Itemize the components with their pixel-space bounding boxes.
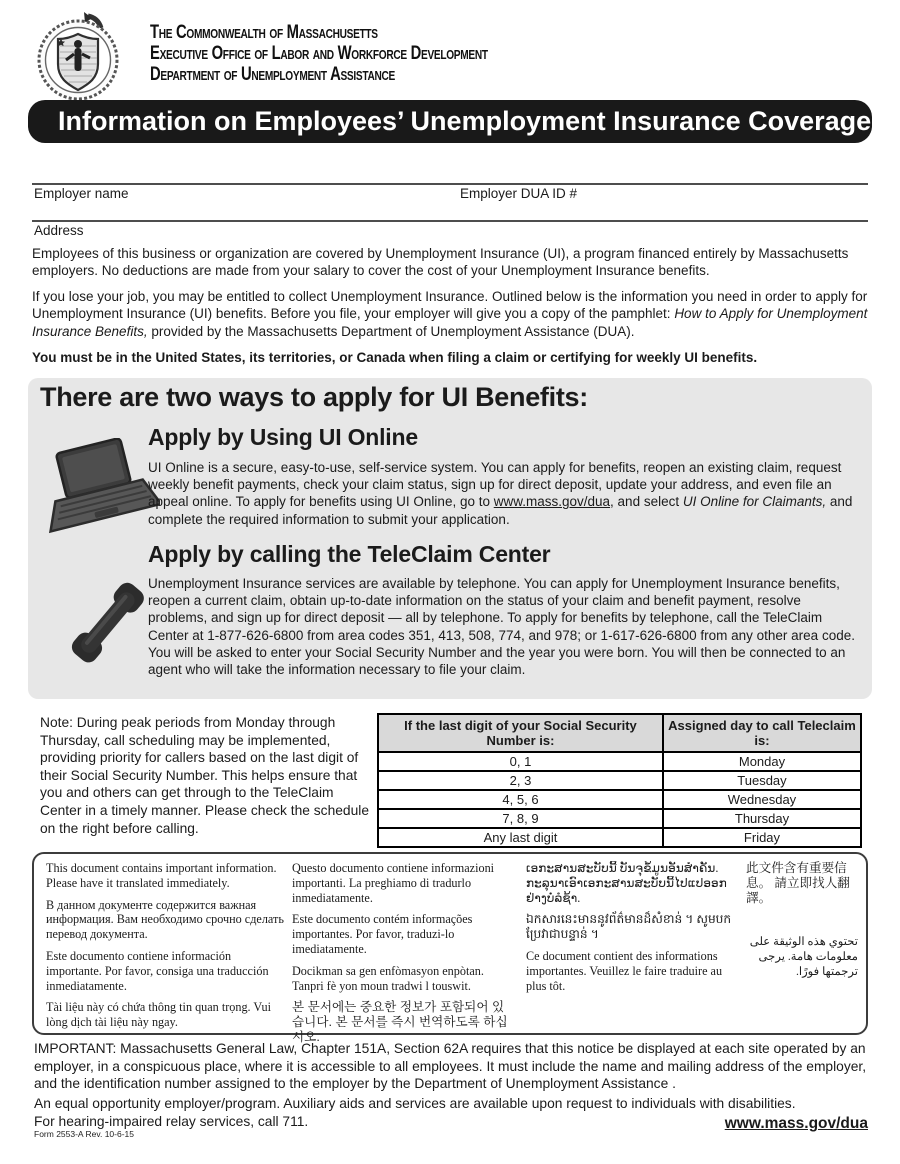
call-day-cell: Monday — [663, 752, 861, 771]
employer-dua-id-label: Employer DUA ID # — [460, 186, 578, 201]
phone-handset-icon — [66, 574, 150, 674]
ssn-digits-cell: 2, 3 — [378, 771, 663, 790]
ssn-digits-cell: 7, 8, 9 — [378, 809, 663, 828]
ui-online-text2: , and select — [610, 494, 683, 510]
translations-column-2 — [292, 861, 516, 1052]
apply-ways-heading: There are two ways to apply for UI Benefits: — [40, 382, 588, 412]
ui-online-heading: Apply by Using UI Online — [148, 424, 418, 450]
massachusetts-seal-icon — [26, 10, 138, 102]
call-day-cell: Friday — [663, 828, 861, 847]
ssn-digits-cell: Any last digit — [378, 828, 663, 847]
important-legal-notice: IMPORTANT: Massachusetts General Law, Chapter 151A, Section 62A requires that this notice be displayed at each site operated by an employer, in a conspicuous place, where it is accessible to all employees. It must include the name and mailing address of the employer, and the identification number assigned to the employer by the Department of Unemployment Assistance . — [34, 1041, 867, 1092]
form-number: Form 2553-A Rev. 10-6-15 — [34, 1129, 134, 1139]
translation-russian: В данном документе содержится важная информация. Вам необходимо срочно сделать перевод документа. — [46, 897, 284, 942]
table-row — [378, 828, 861, 847]
table-row — [378, 771, 861, 790]
call-day-cell: Wednesday — [663, 790, 861, 809]
employer-name-label: Employer name — [34, 186, 129, 201]
translations-column-1 — [46, 861, 286, 1037]
apply-paragraph — [32, 288, 868, 340]
pamphlet-title: How to Apply for Unemployment Insurance Benefits, — [32, 306, 868, 339]
teleclaim-schedule-table — [377, 713, 862, 848]
translation-chinese: 此文件含有重要信息。 請立即找人翻譯。 — [746, 861, 850, 905]
translation-khmer: ឯកសារនេះមាននូវព័ត៌មានដ៏សំខាន់ ។ សូមបកប្រែវាជាបន្ទាន់ ។ — [526, 912, 732, 942]
laptop-icon — [42, 438, 160, 542]
coverage-paragraph: Employees of this business or organization are covered by Unemployment Insurance (UI), a program financed entirely by Massachusetts employers. No deductions are made from your salary to cover the cost of your Unemployment Insurance benefits. — [32, 246, 849, 279]
table-row — [378, 752, 861, 771]
translation-spanish: Este documento contiene información importante. Por favor, consiga una traducción inmediatamente. — [46, 948, 269, 993]
agency-line-commonwealth: The Commonwealth of Massachusetts — [150, 22, 378, 43]
translation-arabic: تحتوي هذه الوثيقة على معلومات هامة. يرجى ترجمتها فورًا. — [749, 935, 858, 978]
translations-column-4 — [746, 861, 858, 987]
table-header-row — [378, 714, 861, 752]
translation-english: This document contains important information. Please have it translated immediately. — [46, 861, 277, 890]
agency-name-block — [150, 22, 583, 85]
translation-korean: 본 문서에는 중요한 정보가 포함되어 있습니다. 본 문서를 즉시 번역하도록 하십시오. — [292, 1000, 508, 1044]
employer-name-line[interactable] — [32, 183, 868, 185]
apply-ways-section — [28, 378, 872, 699]
ui-online-text3: and complete the required information to submit your application. — [148, 494, 853, 527]
translation-lao: ເອກະສານສະບັບນີ້ ບັນຈຸຂໍ້ມູນອັນສຳຄັນ. ກະລຸນາເອົາເອກະສານສະບັບນີ້ໄປແປອອກຢ່າງບໍ່ລໍຊ້າ. — [526, 861, 727, 905]
call-day-cell: Thursday — [663, 809, 861, 828]
translation-portuguese: Este documento contém informações importantes. Por favor, traduzi-lo imediatamente. — [292, 912, 473, 956]
ui-online-text1: UI Online is a secure, easy-to-use, self-service system. You can apply for benefits, reopen an existing claim, request weekly benefit payments, check your claim status, sign up for direct deposit, update your address, and even file an appeal online. To apply for benefits using UI Online, go to — [148, 460, 842, 510]
page-title: Information on Employees’ Unemployment Insurance Coverage — [28, 100, 872, 143]
address-label: Address — [34, 223, 84, 238]
agency-line-dua: Department of Unemployment Assistance — [150, 64, 395, 85]
footer-website-link[interactable]: www.mass.gov/dua — [724, 1115, 868, 1132]
translations-box — [32, 852, 868, 1044]
location-notice: You must be in the United States, its territories, or Canada when filing a claim or certifying for weekly UI benefits. — [32, 350, 758, 365]
address-line[interactable] — [32, 220, 868, 222]
ui-online-for-claimants-label: UI Online for Claimants, — [682, 494, 827, 510]
ssn-digits-cell: 0, 1 — [378, 752, 663, 771]
translations-column-3 — [526, 861, 742, 1000]
ssn-digits-cell: 4, 5, 6 — [378, 790, 663, 809]
translation-vietnamese: Tài liệu này có chứa thông tin quan trọng. Vui lòng dịch tài liệu này ngay. — [46, 1000, 271, 1030]
teleclaim-paragraph: Unemployment Insurance services are available by telephone. You can apply for Unemployment Insurance benefits, reopen a current claim, obtain up-to-date information on the status of your claim and benefit payment, resolve problems, and sign up for direct deposit — all by telephone. To apply for benefits by telephone, call the TeleClaim Center at 1-877-626-6800 from area codes 351, 413, 508, 774, and 978; or 1-617-626-6800 from any other area code. You will be asked to enter your Social Security Number and the year you were born. You will then be connected to an agent who will take the information necessary to file your claim. — [148, 576, 855, 678]
relay-services-line: For hearing-impaired relay services, call 711. — [34, 1113, 309, 1129]
mass-gov-dua-link[interactable]: www.mass.gov/dua — [493, 494, 611, 510]
agency-line-eolwd: Executive Office of Labor and Workforce Development — [150, 43, 488, 64]
ui-online-paragraph — [148, 459, 862, 528]
table-row — [378, 790, 861, 809]
table-row — [378, 809, 861, 828]
translation-italian: Questo documento contiene informazioni importanti. La preghiamo di tradurlo inmediatamente. — [292, 861, 495, 905]
apply-paragraph-text2: provided by the Massachusetts Department of Unemployment Assistance (DUA). — [147, 323, 635, 339]
peak-period-note: Note: During peak periods from Monday through Thursday, call scheduling may be implemented, providing priority for callers based on the last digit of their Social Security Number. This helps ensure that you and others can get through to the TeleClaim Center in a timely manner. Please check the schedule on the right before calling. — [40, 715, 370, 836]
table-header-day: Assigned day to call Teleclaim is: — [663, 714, 861, 752]
apply-paragraph-text1: If you lose your job, you may be entitled to collect Unemployment Insurance. Outlined below is the information you need in order to apply for Unemployment Insurance (UI) benefits. Before you file, your employer will give you a copy of the pamphlet: — [32, 289, 868, 322]
call-day-cell: Tuesday — [663, 771, 861, 790]
translation-haitian-creole: Docikman sa gen enfòmasyon enpòtan. Tanpri fè yon moun tradwi l touswit. — [292, 963, 484, 993]
teleclaim-heading: Apply by calling the TeleClaim Center — [148, 541, 551, 567]
translation-french: Ce document contient des informations importantes. Veuillez le faire traduire au plus tôt. — [526, 948, 723, 993]
equal-opportunity-line: An equal opportunity employer/program. Auxiliary aids and services are available upon request to individuals with disabilities. — [34, 1096, 796, 1111]
table-header-ssn: If the last digit of your Social Security Number is: — [378, 714, 663, 752]
